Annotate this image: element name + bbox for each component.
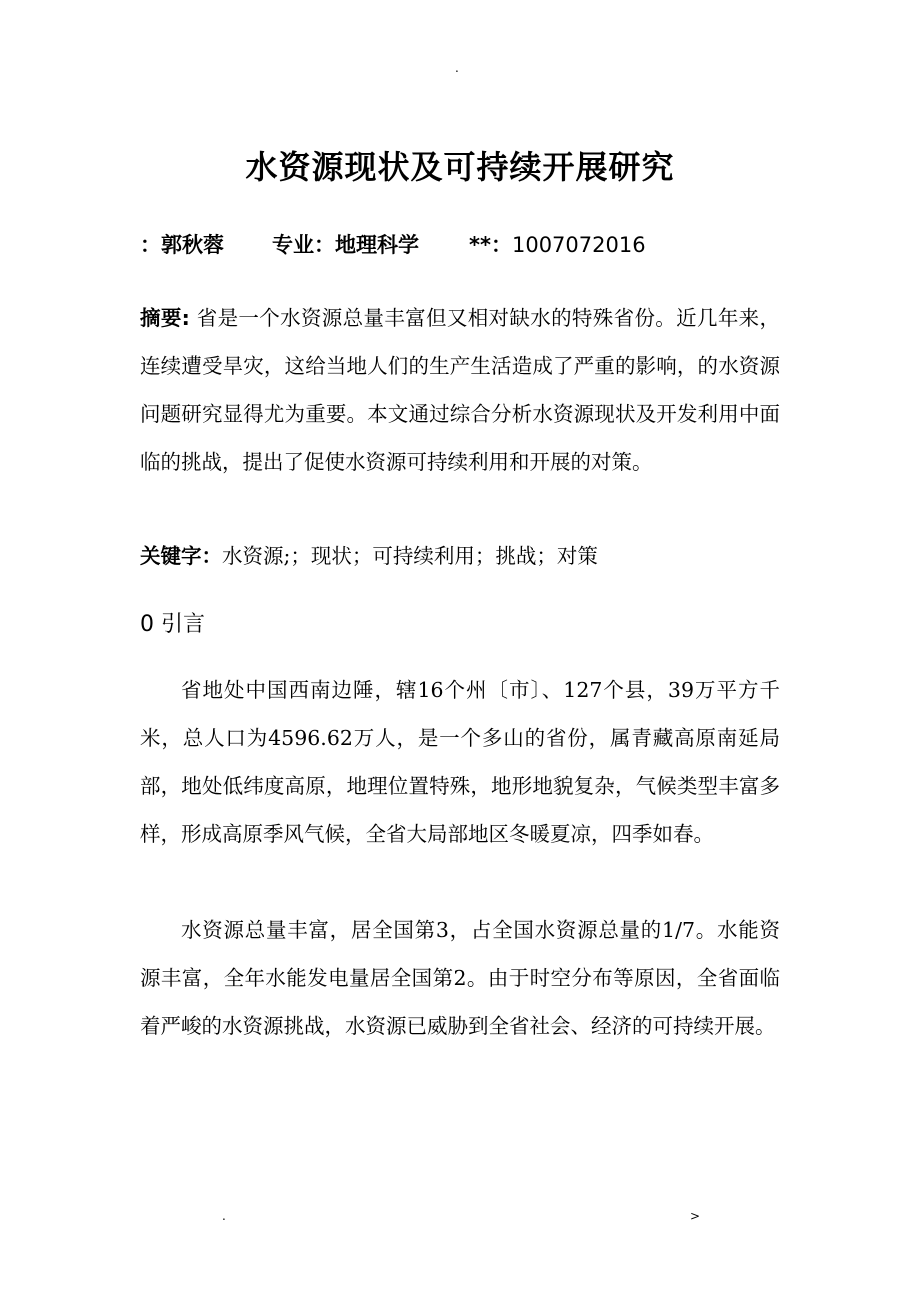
footer-right-mark: > (690, 1209, 701, 1223)
document-title: 水资源现状及可持续开展研究 (245, 148, 675, 186)
student-id-label: **： (469, 233, 512, 257)
intro-paragraph-1: 省地处中国西南边陲，辖16个州〔市〕、127个县，39万平方千米，总人口为4596.62万人，是一个多山的省份，属青藏高原南延局部，地处低纬度高原，地理位置特殊，地形地貌复杂，气候类型丰富多样，形成高原季风气候，全省大局部地区冬暖夏凉，四季如春。 (140, 678, 780, 846)
author-line (140, 228, 646, 262)
section-heading: 0 引言 (140, 612, 205, 637)
keywords-text: 水资源;；现状；可持续利用；挑战；对策 (222, 544, 598, 568)
student-id-value: 1007072016 (511, 233, 646, 257)
abstract-text: 省是一个水资源总量丰富但又相对缺水的特殊省份。近几年来，连续遭受旱灾，这给当地人们的生产生活造成了严重的影响，的水资源问题研究显得尤为重要。本文通过综合分析水资源现状及开发利用中面临的挑战，提出了促使水资源可持续利用和开展的对策。 (140, 306, 781, 474)
intro-paragraph-2: 水资源总量丰富，居全国第3，占全国水资源总量的1/7。水能资源丰富，全年水能发电量居全国第2。由于时空分布等原因，全省面临着严峻的水资源挑战，水资源已威胁到全省社会、经济的可持续开展。 (140, 918, 780, 1038)
author-major: 专业：地理科学 (272, 233, 419, 257)
footer-left-mark: . (222, 1209, 226, 1223)
author-name: ：郭秋蓉 (140, 233, 224, 257)
keywords-paragraph (140, 532, 780, 580)
keywords-label: 关键字： (140, 544, 222, 568)
abstract-label: 摘要: (140, 306, 190, 330)
abstract-paragraph (140, 294, 780, 486)
header-mark: . (455, 61, 459, 75)
